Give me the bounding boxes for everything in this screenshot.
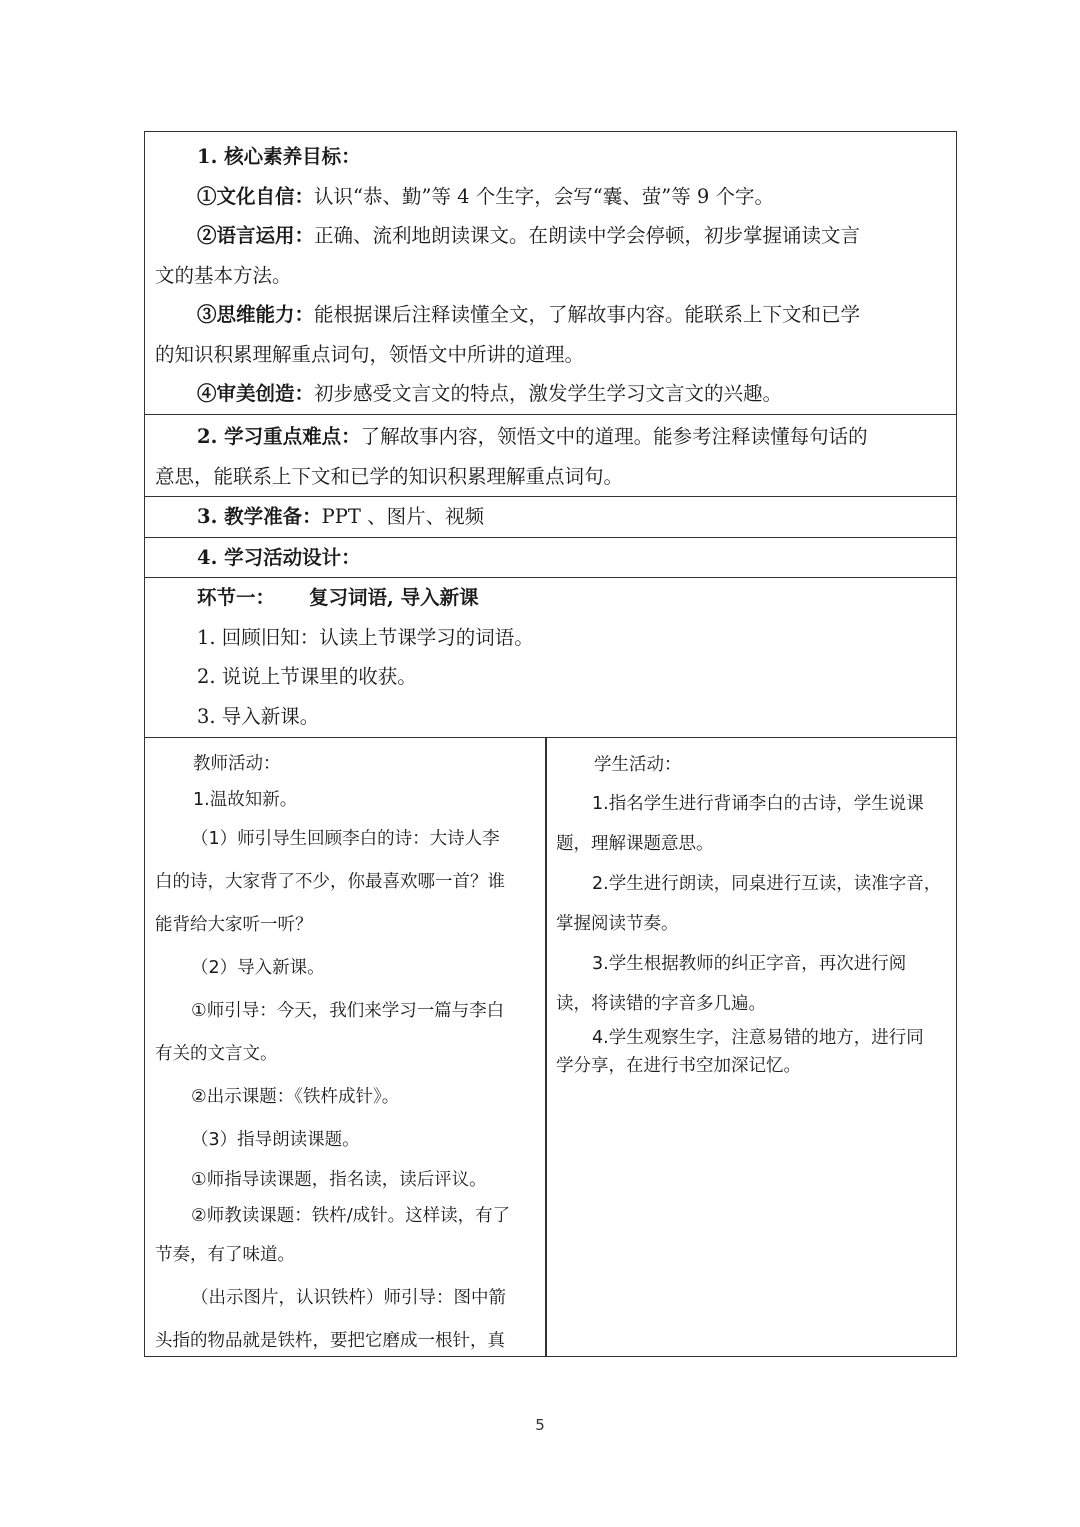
student-line: 题，理解课题意思。 — [556, 834, 714, 854]
page-number: 5 — [535, 1416, 545, 1434]
stage-step: 2. 说说上节课里的收获。 — [197, 665, 417, 688]
student-line: 掌握阅读节奏。 — [556, 914, 679, 934]
teacher-line: （1）师引导生回顾李白的诗：大诗人李 — [191, 829, 500, 849]
objectives-heading: 1. 核心素养目标： — [197, 145, 361, 168]
student-line: 读，将读错的字音多几遍。 — [556, 994, 766, 1014]
teacher-line: 白的诗，大家背了不少，你最喜欢哪一首？谁 — [155, 872, 505, 892]
objective-item: ②语言运用：正确、流利地朗读课文。在朗读中学会停顿，初步掌握诵读文言 — [197, 224, 861, 247]
teacher-heading: 教师活动： — [193, 754, 281, 774]
key-points-continued: 意思，能联系上下文和已学的知识积累理解重点词句。 — [155, 464, 624, 488]
teacher-line: 1.温故知新。 — [193, 790, 298, 810]
objective-item: ③思维能力：能根据课后注释读懂全文，了解故事内容。能联系上下文和已学 — [197, 303, 861, 326]
key-points-line: 2. 学习重点难点：了解故事内容，领悟文中的道理。能参考注释读懂每句话的 — [197, 425, 868, 448]
student-line: 1.指名学生进行背诵李白的古诗，学生说课 — [592, 794, 924, 814]
objective-item-continued: 的知识积累理解重点词句，领悟文中所讲的道理。 — [155, 342, 585, 366]
teacher-line: 头指的物品就是铁杵，要把它磨成一根针，真 — [155, 1331, 505, 1351]
stage-step: 3. 导入新课。 — [197, 704, 320, 728]
student-line: 2.学生进行朗读，同桌进行互读，读准字音， — [592, 874, 942, 894]
teacher-activity-column — [145, 738, 545, 1356]
objective-item: ④审美创造：初步感受文言文的特点，激发学生学习文言文的兴趣。 — [197, 382, 783, 405]
student-line: 学分享，在进行书空加深记忆。 — [556, 1056, 801, 1076]
teacher-line: （2）导入新课。 — [191, 958, 325, 978]
teacher-line: ①师指导读课题，指名读，读后评议。 — [191, 1170, 487, 1190]
teacher-line: 节奏，有了味道。 — [155, 1245, 295, 1265]
teacher-line: 有关的文言文。 — [155, 1044, 278, 1064]
teacher-line: （出示图片，认识铁杵）师引导：图中箭 — [191, 1288, 506, 1308]
stage-step: 1. 回顾旧知：认读上节课学习的词语。 — [197, 625, 534, 649]
student-heading: 学生活动： — [594, 755, 682, 775]
teacher-line: ②出示课题：《铁杵成针》。 — [191, 1087, 400, 1107]
student-activity-column — [546, 738, 956, 1356]
activity-design-section — [145, 538, 956, 578]
objectives-section — [145, 132, 956, 415]
stage-one-section — [145, 578, 956, 738]
student-line: 3.学生根据教师的纠正字音，再次进行阅 — [592, 954, 907, 974]
preparation-section — [145, 497, 956, 538]
lesson-plan-table — [144, 131, 957, 1357]
objective-item-continued: 文的基本方法。 — [155, 263, 292, 287]
teacher-line: ①师引导：今天，我们来学习一篇与李白 — [191, 1001, 505, 1021]
teacher-line: （3）指导朗读课题。 — [191, 1130, 360, 1150]
stage-one-title: 环节一： 复习词语, 导入新课 — [197, 586, 479, 609]
activity-design-heading: 4. 学习活动设计： — [197, 546, 361, 569]
objective-item: ①文化自信：认识“恭、勤”等 4 个生字，会写“囊、萤”等 9 个字。 — [197, 184, 774, 208]
preparation-line: 3. 教学准备：PPT 、图片、视频 — [197, 505, 485, 528]
student-line: 4.学生观察生字，注意易错的地方，进行同 — [592, 1028, 924, 1048]
teacher-line: 能背给大家听一听？ — [155, 915, 313, 935]
teacher-line: ②师教读课题：铁杵/成针。这样读，有了 — [191, 1206, 511, 1226]
key-points-section — [145, 415, 956, 497]
